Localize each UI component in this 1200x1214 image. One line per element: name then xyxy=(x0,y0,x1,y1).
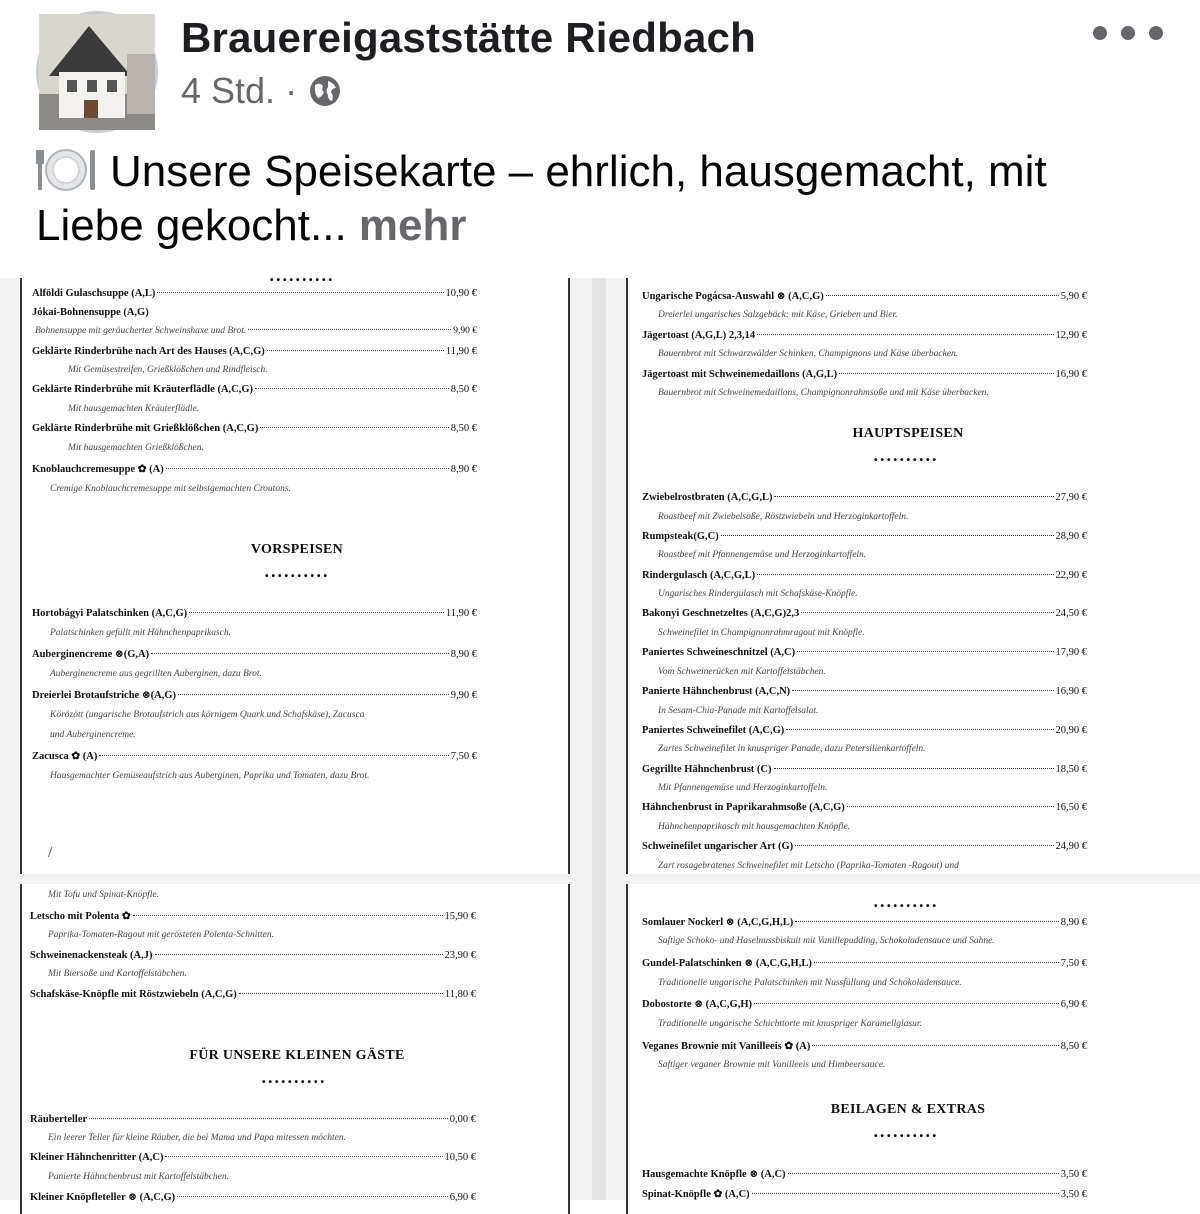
menu-item: Kleiner Knöpfleteller ⊗ (A,C,G) 6,90 € xyxy=(30,1192,476,1203)
more-dot-3 xyxy=(1149,26,1163,40)
menu-item: Letscho mit Polenta ✿ 15,90 € xyxy=(30,911,476,922)
post-time[interactable]: 4 Std. xyxy=(181,70,276,111)
menu-item-desc: Paprika-Tomaten-Ragout mit gerösteten Polenta-Schnitten. xyxy=(48,930,275,940)
menu-item: Dreierlei Brotaufstriche ⊗(A,G) 9,90 € xyxy=(32,690,477,701)
menu-item-desc: Mit Biersoße und Kartoffelstäbchen. xyxy=(48,969,187,979)
menu-item-desc: Palatschinken gefüllt mit Hähnchenpaprikasch. xyxy=(50,628,231,638)
section-dots: .......... xyxy=(261,1067,327,1087)
section-title-kids: FÜR UNSERE KLEINEN GÄSTE xyxy=(189,1048,405,1063)
menu-item: Jägertoast (A,G,L) 2,3,14 12,90 € xyxy=(642,330,1087,341)
more-dot-1 xyxy=(1093,26,1107,40)
menu-item: Kleiner Hähnchenritter (A,C) 10,50 € xyxy=(30,1152,476,1163)
menu-item-desc: Saftiger veganer Brownie mit Vanilleeis und Himbeersauce. xyxy=(658,1060,886,1070)
menu-item: Spinat-Knöpfle ✿ (A,C) 3,50 € xyxy=(642,1189,1087,1200)
menu-item-desc: Ungarisches Rindergulasch mit Schafskäse-Knöpfle. xyxy=(658,589,858,600)
menu-item: Zacusca ✿ (A) 7,50 € xyxy=(32,751,477,762)
menu-item-desc: Zartes Schweinefilet in knuspriger Panade, dazu Petersilienkartoffeln. xyxy=(658,744,926,755)
menu-item: Alföldi Gulaschsuppe (A,L) 10,90 € xyxy=(32,288,477,299)
menu-item: Geklärte Rinderbrühe mit Grießklößchen (A,C,G) 8,50 € xyxy=(32,423,477,434)
menu-item: Panierte Hähnchenbrust (A,C,N) 16,90 € xyxy=(642,686,1087,697)
more-dot-2 xyxy=(1121,26,1135,40)
section-title-hauptspeisen: HAUPTSPEISEN xyxy=(852,426,964,441)
menu-item: Gegrillte Hähnchenbrust (C) 18,50 € xyxy=(642,763,1087,775)
menu-item: Hähnchenbrust in Paprikarahmsoße (A,C,G) 16,50 € xyxy=(642,802,1087,814)
page-avatar[interactable] xyxy=(36,11,158,133)
section-dots: .......... xyxy=(269,265,335,285)
menu-item: Knoblauchcremesuppe ✿ (A) 8,90 € xyxy=(32,464,477,475)
menu-item-desc: Auberginencreme aus gegrillten Auberginen, dazu Brot. xyxy=(50,669,262,679)
page-name[interactable]: Brauereigaststätte Riedbach xyxy=(181,14,756,61)
menu-item: Schafskäse-Knöpfle mit Röstzwiebeln (A,C,G) 11,80 € xyxy=(30,989,476,1000)
menu-item: Rumpsteak(G,C) 28,90 € xyxy=(642,530,1087,542)
post-meta xyxy=(181,70,343,112)
post-text xyxy=(36,145,1166,253)
menu-item-desc: Zart rosagebratenes Schweinefilet mit Letscho (Paprika-Tomaten -Ragout) und xyxy=(658,860,959,871)
menu-item-desc: Dreierlei ungarisches Salzgebäck: mit Käse, Grieben und Bier. xyxy=(658,310,898,320)
menu-item: Ungarische Pogácsa-Auswahl ⊗ (A,C,G) 5,90 € xyxy=(642,291,1087,302)
menu-item-desc: Roastbeef mit Zwiebelsoße, Röstzwiebeln und Herzoginkartoffeln. xyxy=(658,511,909,522)
menu-item-desc: Vom Schweinerücken mit Kartoffelstäbchen. xyxy=(658,666,826,677)
section-dots: .......... xyxy=(873,1121,939,1141)
house-photo xyxy=(39,14,155,130)
menu-item: Bakonyi Geschnetzeltes (A,C,G)2,3 24,50 € xyxy=(642,608,1087,620)
menu-item-desc: Mit hausgemachten Kräuterflädle. xyxy=(68,404,200,414)
menu-photo[interactable] xyxy=(0,265,1200,1203)
globe-icon[interactable] xyxy=(307,73,343,109)
menu-page-desserts-sides xyxy=(626,884,1200,1214)
menu-item: Jókai-Bohnensuppe (A,G) xyxy=(32,307,149,318)
menu-item: Schweinenackensteak (A,J) 23,90 € xyxy=(30,950,476,961)
section-dots: .......... xyxy=(264,561,330,581)
menu-item-desc: In Sesam-Chia-Panade mit Kartoffelsalat. xyxy=(658,705,819,716)
post-body: Unsere Speisekarte – ehrlich, hausgemacht, mit Liebe gekocht... xyxy=(36,147,1047,250)
post-header xyxy=(0,0,1200,130)
section-title-vorspeisen: VORSPEISEN xyxy=(250,542,344,557)
menu-item-desc: Roastbeef mit Pfannengemüse und Herzoginkartoffeln. xyxy=(658,550,867,561)
menu-item-desc: und Auberginencreme. xyxy=(50,730,136,740)
menu-item-desc: Mit hausgemachten Grießklößchen. xyxy=(68,443,204,453)
menu-item-desc: Traditionelle ungarische Schichttorte mit knuspriger Karamellglasur. xyxy=(658,1019,922,1029)
menu-item-desc: Traditionelle ungarische Palatschinken mit Nussfüllung und Schokoladensauce. xyxy=(658,978,962,988)
menu-item-desc: Körözött (ungarische Brotaufstrich aus körnigem Quark und Schafskäse), Zacusca xyxy=(50,710,365,720)
menu-item-desc: Mit Pfannengemüse und Herzoginkartoffeln. xyxy=(658,783,828,794)
menu-item: Jägertoast mit Schweinemedaillons (A,G,L) 16,90 € xyxy=(642,369,1087,380)
menu-item: Veganes Brownie mit Vanilleeis ✿ (A) 8,50 € xyxy=(642,1041,1087,1052)
menu-item: Zwiebelrostbraten (A,C,G,L) 27,90 € xyxy=(642,492,1087,503)
menu-item: Geklärte Rinderbrühe nach Art des Hauses (A,C,G) 11,90 € xyxy=(32,346,477,357)
menu-item: Somlauer Nockerl ⊗ (A,C,G,H,L) 8,90 € xyxy=(642,917,1087,928)
menu-page-mains xyxy=(626,278,1200,874)
menu-item: Dobostorte ⊗ (A,C,G,H) 6,90 € xyxy=(642,999,1087,1010)
menu-item-desc: Schweinefilet in Champignonrahmragout mit Knöpfle. xyxy=(658,627,865,638)
see-more-link[interactable]: mehr xyxy=(358,201,467,250)
menu-item: Paniertes Schweinefilet (A,C,G) 20,90 € xyxy=(642,724,1087,736)
more-options-icon[interactable] xyxy=(1093,20,1163,46)
menu-page-soups-starters xyxy=(20,265,570,874)
menu-item-desc: Cremige Knoblauchcremesuppe mit selbstgemachten Croutons. xyxy=(50,484,291,494)
plate-cutlery-icon xyxy=(36,146,96,194)
menu-item-desc: Hausgemachter Gemüseaufstrich aus Auberginen, Paprika und Tomaten, dazu Brot. xyxy=(50,771,370,781)
menu-item: Geklärte Rinderbrühe mit Kräuterflädle (A,C,G) 8,50 € xyxy=(32,384,477,395)
photo-gutter xyxy=(592,278,606,1200)
menu-item-desc: Bauernbrot mit Schweinemedaillons, Champignonrahmsoße und mit Käse überbacken. xyxy=(658,388,989,398)
meta-separator: · xyxy=(285,70,298,111)
pen-mark: / xyxy=(48,844,53,861)
menu-item: Räuberteller 0,00 € xyxy=(30,1114,476,1125)
menu-item: Hausgemachte Knöpfle ⊗ (A,C) 3,50 € xyxy=(642,1169,1087,1180)
menu-item-desc: Bohnensuppe mit geräucherter Schweinshaxe und Brot. 9,90 € xyxy=(35,326,477,336)
menu-page-kids xyxy=(20,884,570,1214)
menu-item-desc: Mit Tofu und Spinat-Knöpfle. xyxy=(48,890,160,900)
menu-item: Rindergulasch (A,C,G,L) 22,90 € xyxy=(642,569,1087,581)
menu-item: Gundel-Palatschinken ⊗ (A,C,G,H,L) 7,50 € xyxy=(642,958,1087,969)
section-title-beilagen: BEILAGEN & EXTRAS xyxy=(830,1102,986,1117)
menu-item-desc: Ein leerer Teller für kleine Räuber, die bei Mama und Papa mitessen möchten. xyxy=(48,1133,346,1143)
menu-item-desc: Bauernbrot mit Schwarzwälder Schinken, Champignons und Käse überbacken. xyxy=(658,349,959,359)
menu-item: Schweinefilet ungarischer Art (G) 24,90 € xyxy=(642,841,1087,853)
menu-item-desc: Panierte Hähnchenbrust mit Kartoffelstäbchen. xyxy=(48,1172,230,1182)
section-dots: .......... xyxy=(873,891,939,911)
menu-item: Paniertes Schweineschnitzel (A,C) 17,90 € xyxy=(642,647,1087,659)
menu-item: Hortobágyi Palatschinken (A,C,G) 11,90 € xyxy=(32,608,477,619)
section-dots: .......... xyxy=(873,445,939,465)
menu-item-desc: Saftige Schoko- und Haselnussbiskuit mit Vanillepudding, Schokoladensauce und Sahne. xyxy=(658,936,995,946)
menu-item-desc: Hähnchenpaprikasch mit hausgemachten Knöpfle. xyxy=(658,821,851,832)
menu-item: Auberginencreme ⊗(G,A) 8,90 € xyxy=(32,649,477,660)
menu-item-desc: Mit Gemüsestreifen, Grießklößchen und Rindfleisch. xyxy=(68,365,268,375)
